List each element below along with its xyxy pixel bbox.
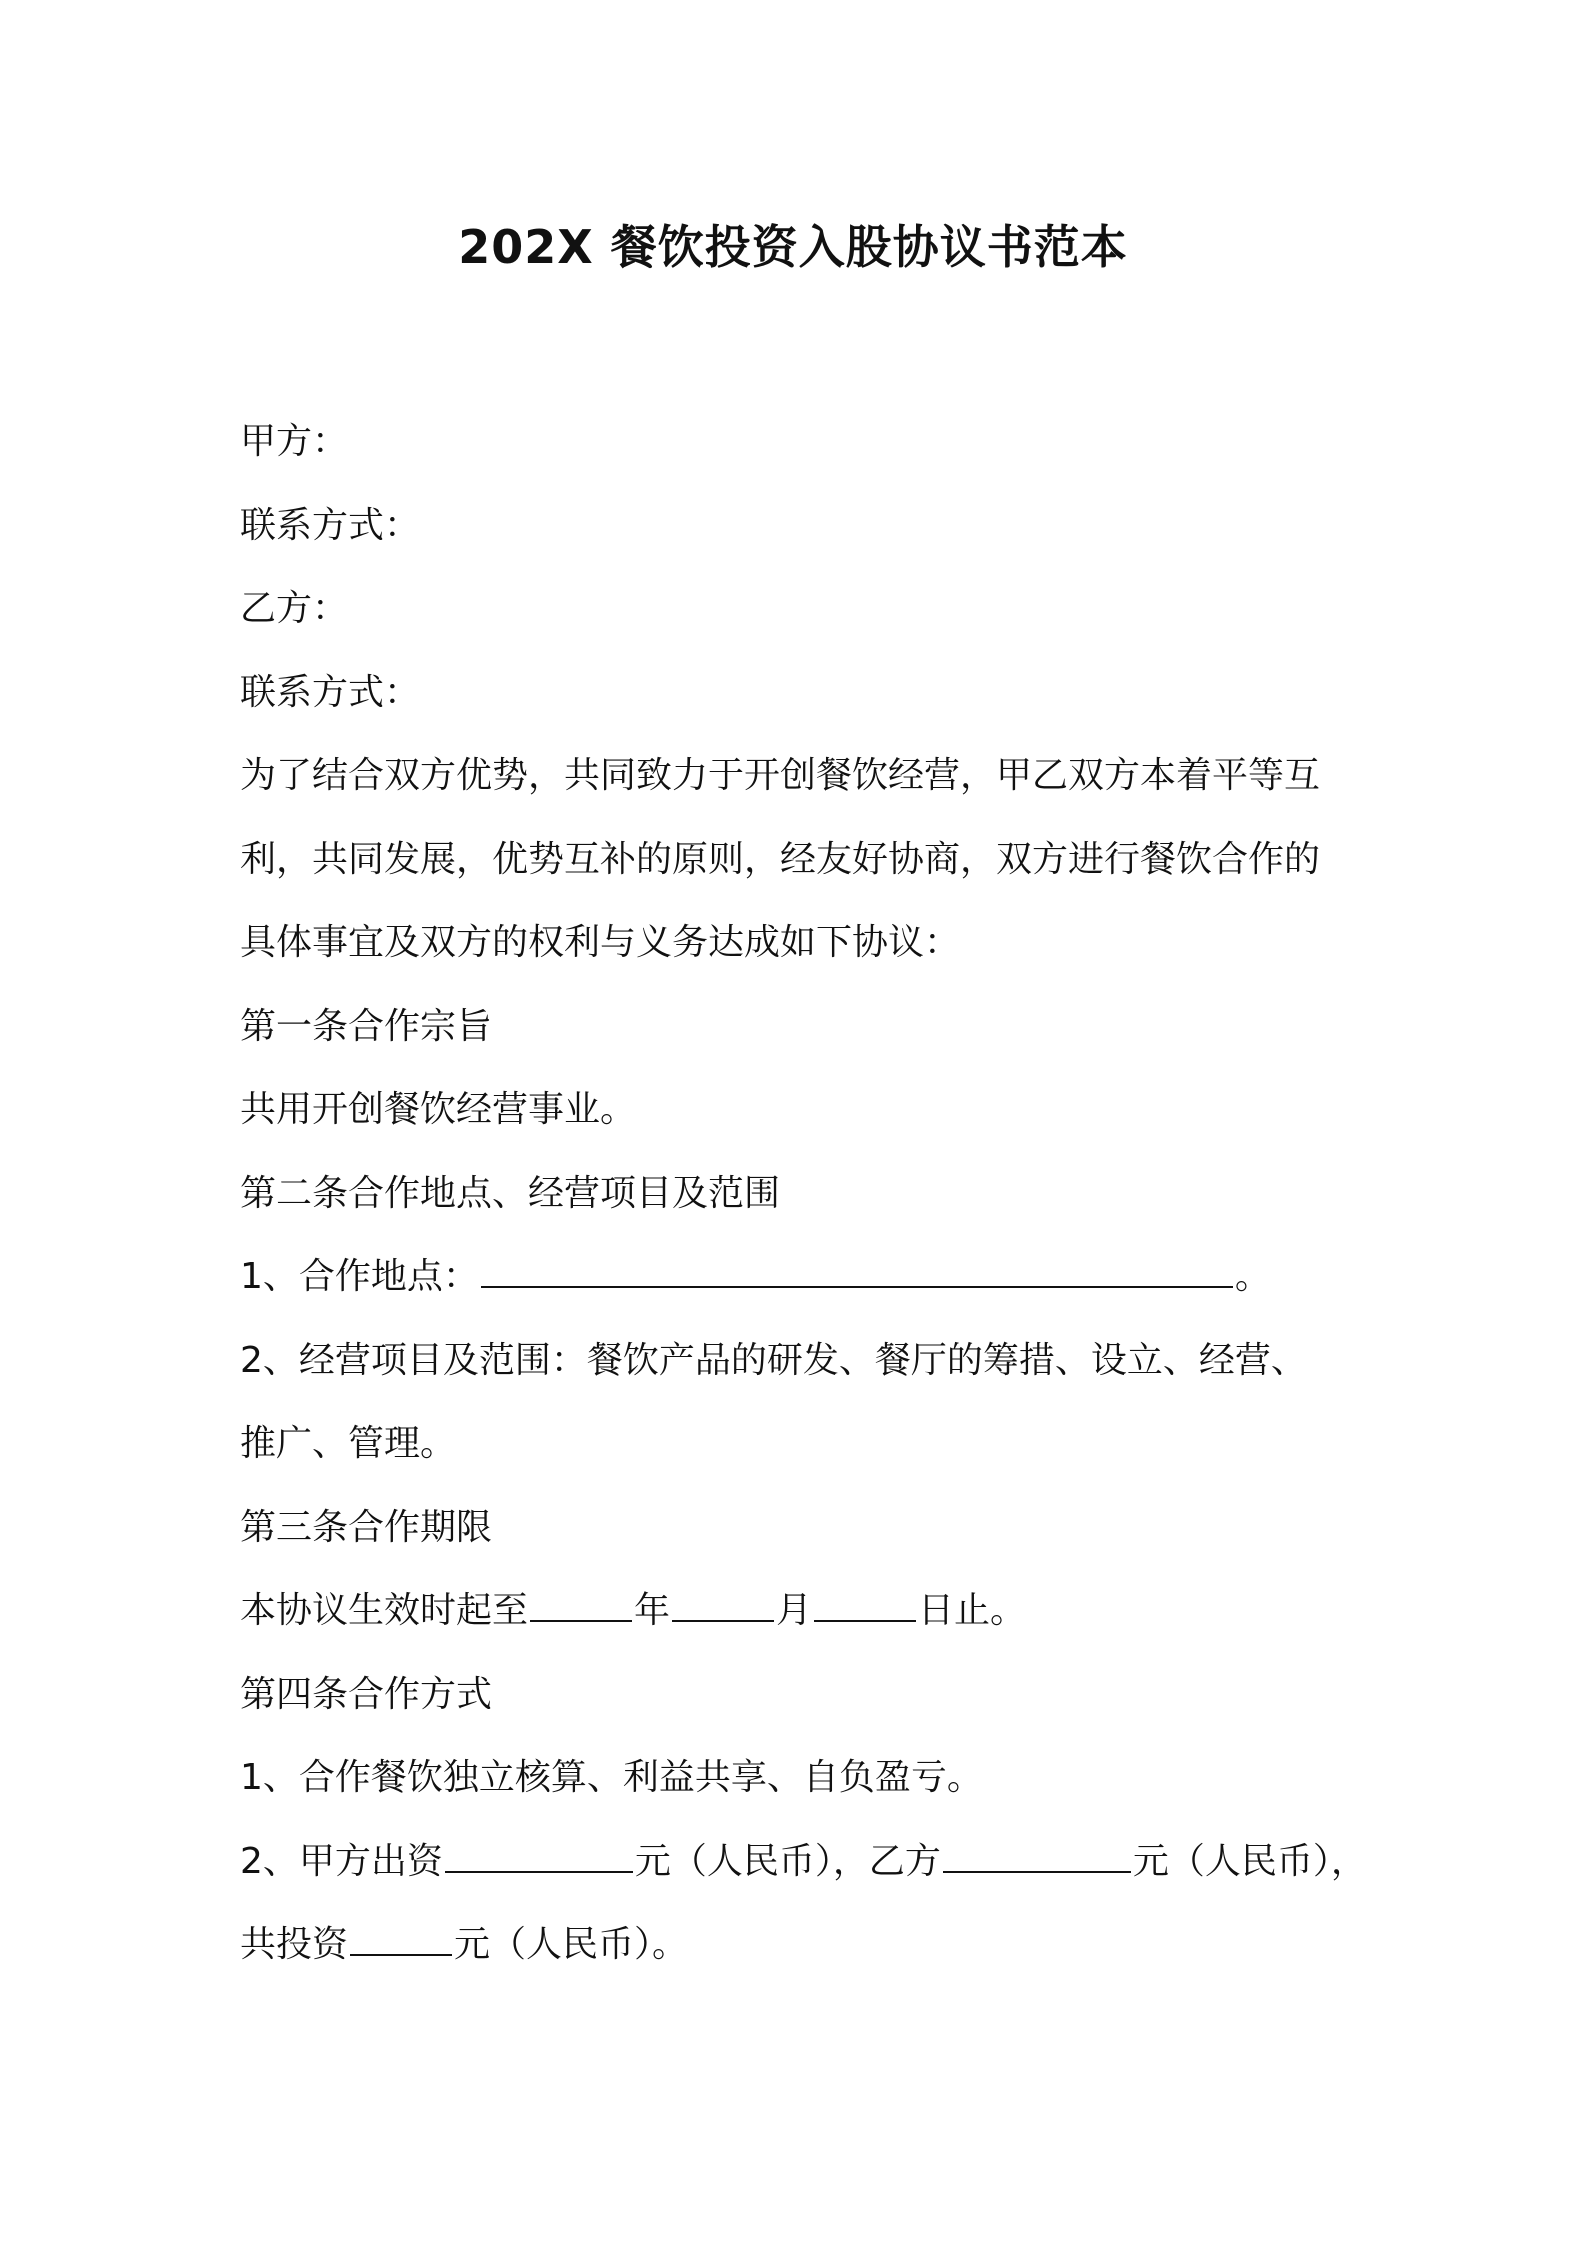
article-4-item-2-line-1 [240,1820,1367,1904]
contact-a-label: 联系方式： [240,504,421,546]
intro-line-2: 利，共同发展，优势互补的原则，经友好协商，双方进行餐饮合作的 [240,838,1321,880]
article-4-item-2-line-2 [240,1903,1360,1987]
article-4-item-2-line-2-suffix: 元（人民币）。 [454,1924,689,1965]
party-a-label: 甲方： [240,421,349,462]
intro-line-3: 具体事宜及双方的权利与义务达成如下协议： [240,922,961,963]
day-blank [814,1590,916,1622]
article-2-item-2-line-2: 推广、管理。 [240,1423,457,1464]
article-3-year: 年 [634,1590,671,1631]
intro-line-1: 为了结合双方优势，共同致力于开创餐饮经营，甲乙双方本着平等互 [240,755,1321,796]
article-2-item-1-suffix: 。 [1234,1256,1271,1297]
article-4-item-2-mid-1: 元（人民币），乙方 [634,1840,941,1882]
article-3-heading: 第三条合作期限 [240,1506,493,1548]
article-4-item-2-prefix: 2、甲方出资 [240,1840,443,1882]
article-2-heading: 第二条合作地点、经营项目及范围 [240,1172,781,1214]
article-4-item-2-mid-2: 元（人民币）， [1132,1840,1367,1882]
article-4-item-2-line-2-prefix: 共投资 [240,1924,349,1965]
location-blank [481,1256,1233,1288]
document-title: 202X 餐饮投资入股协议书范本 [458,220,1128,274]
article-4-item-1: 1、合作餐饮独立核算、利益共享、自负盈亏。 [240,1757,983,1798]
article-1-heading: 第一条合作宗旨 [240,1005,493,1047]
article-3-month: 月 [776,1590,813,1631]
contact-b-label: 联系方式： [240,671,421,713]
article-3-term [240,1569,1360,1653]
party-b-amount-blank [943,1841,1131,1873]
article-2-item-1 [240,1235,1360,1319]
total-amount-blank [350,1924,452,1956]
article-4-heading: 第四条合作方式 [240,1673,493,1715]
party-b-label: 乙方： [240,588,349,629]
document-body [240,400,1367,1987]
article-1-text: 共用开创餐饮经营事业。 [240,1089,637,1130]
party-a-amount-blank [445,1841,633,1873]
month-blank [672,1590,774,1622]
year-blank [530,1590,632,1622]
article-2-item-2-line-1: 2、经营项目及范围：餐饮产品的研发、餐厅的筹措、设立、经营、 [240,1339,1307,1381]
article-3-prefix: 本协议生效时起至 [240,1590,529,1631]
article-2-item-1-prefix: 1、合作地点： [240,1256,479,1297]
article-3-day-suffix: 日止。 [918,1590,1027,1631]
